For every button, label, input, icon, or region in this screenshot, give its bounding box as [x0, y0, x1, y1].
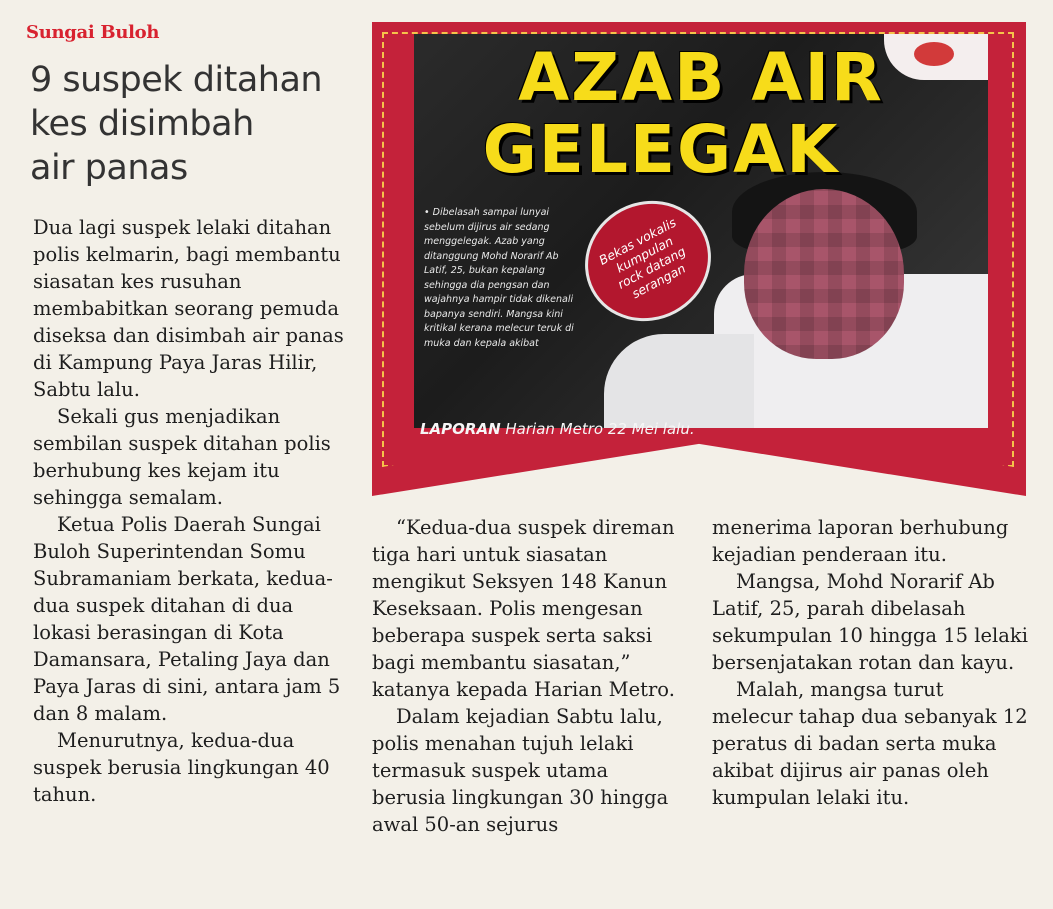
paragraph: Ketua Polis Daerah Sungai Buloh Superintendan Somu Subramaniam berkata, kedua-dua suspek ditahan di dua lokasi berasingan di Kota Damansara, Petaling Jaya dan Paya Jaras di sini, antara jam 5 dan 8 malam. [33, 513, 341, 725]
seal-badge [564, 179, 732, 343]
bed-sheet [604, 334, 754, 428]
clipping-title-line: AZAB AIR [518, 39, 884, 116]
headline-line: air panas [30, 148, 188, 188]
paragraph: Mangsa, Mohd Norarif Ab Latif, 25, parah dibelasah sekumpulan 10 hingga 15 lelaki bersenjatakan rotan dan kayu. [712, 570, 1028, 674]
article-column-1 [33, 214, 353, 808]
headline-line: kes disimbah [30, 104, 254, 144]
paragraph: menerima laporan berhubung kejadian penderaan itu. [712, 516, 1009, 566]
section-kicker: Sungai Buloh [26, 22, 160, 43]
clipping-title-line: GELEGAK [482, 111, 840, 188]
paragraph: Dua lagi suspek lelaki ditahan polis kelmarin, bagi membantu siasatan kes rusuhan membabitkan seorang pemuda diseksa dan disimbah air panas di Kampung Paya Jaras Hilir, Sabtu lalu. [33, 216, 344, 401]
report-label: LAPORAN [420, 420, 501, 438]
paragraph: Dalam kejadian Sabtu lalu, polis menahan tujuh lelaki termasuk suspek utama berusia lingkungan 30 hingga awal 50-an sejurus [372, 705, 669, 836]
photo-caption: • Dibelasah sampai lunyai sebelum dijirus air sedang menggelegak. Azab yang ditanggung Mohd Norarif Ab Latif, 25, bukan kepalang sehingga dia pengsan dan wajahnya hampir tidak dikenali bapanya sendiri. Mangsa kini kritikal kerana melecur teruk di muka dan kepala akibat [424, 207, 574, 349]
pixelated-face [744, 189, 904, 359]
related-clipping [372, 22, 1026, 496]
report-credit [420, 420, 695, 438]
seal-text: Bekas vokalis kumpulan rock datang serangan [596, 214, 689, 302]
report-text: Harian Metro 22 Mei lalu. [505, 420, 695, 438]
victim-photo [414, 34, 988, 428]
headline-line: 9 suspek ditahan [30, 60, 323, 100]
headline [30, 58, 360, 190]
article-column-3 [712, 514, 1030, 811]
paragraph: “Kedua-dua suspek direman tiga hari untuk siasatan mengikut Seksyen 148 Kanun Keseksaan. Polis mengesan beberapa suspek serta saksi bagi membantu siasatan,” katanya kepada Harian Metro. [372, 516, 675, 701]
paragraph: Sekali gus menjadikan sembilan suspek ditahan polis berhubung kes kejam itu sehingga semalam. [33, 405, 331, 509]
paragraph: Malah, mangsa turut melecur tahap dua sebanyak 12 peratus di badan serta muka akibat dijirus air panas oleh kumpulan lelaki itu. [712, 678, 1028, 809]
paragraph: Menurutnya, kedua-dua suspek berusia lingkungan 40 tahun. [33, 729, 330, 806]
article-column-2 [372, 514, 688, 838]
